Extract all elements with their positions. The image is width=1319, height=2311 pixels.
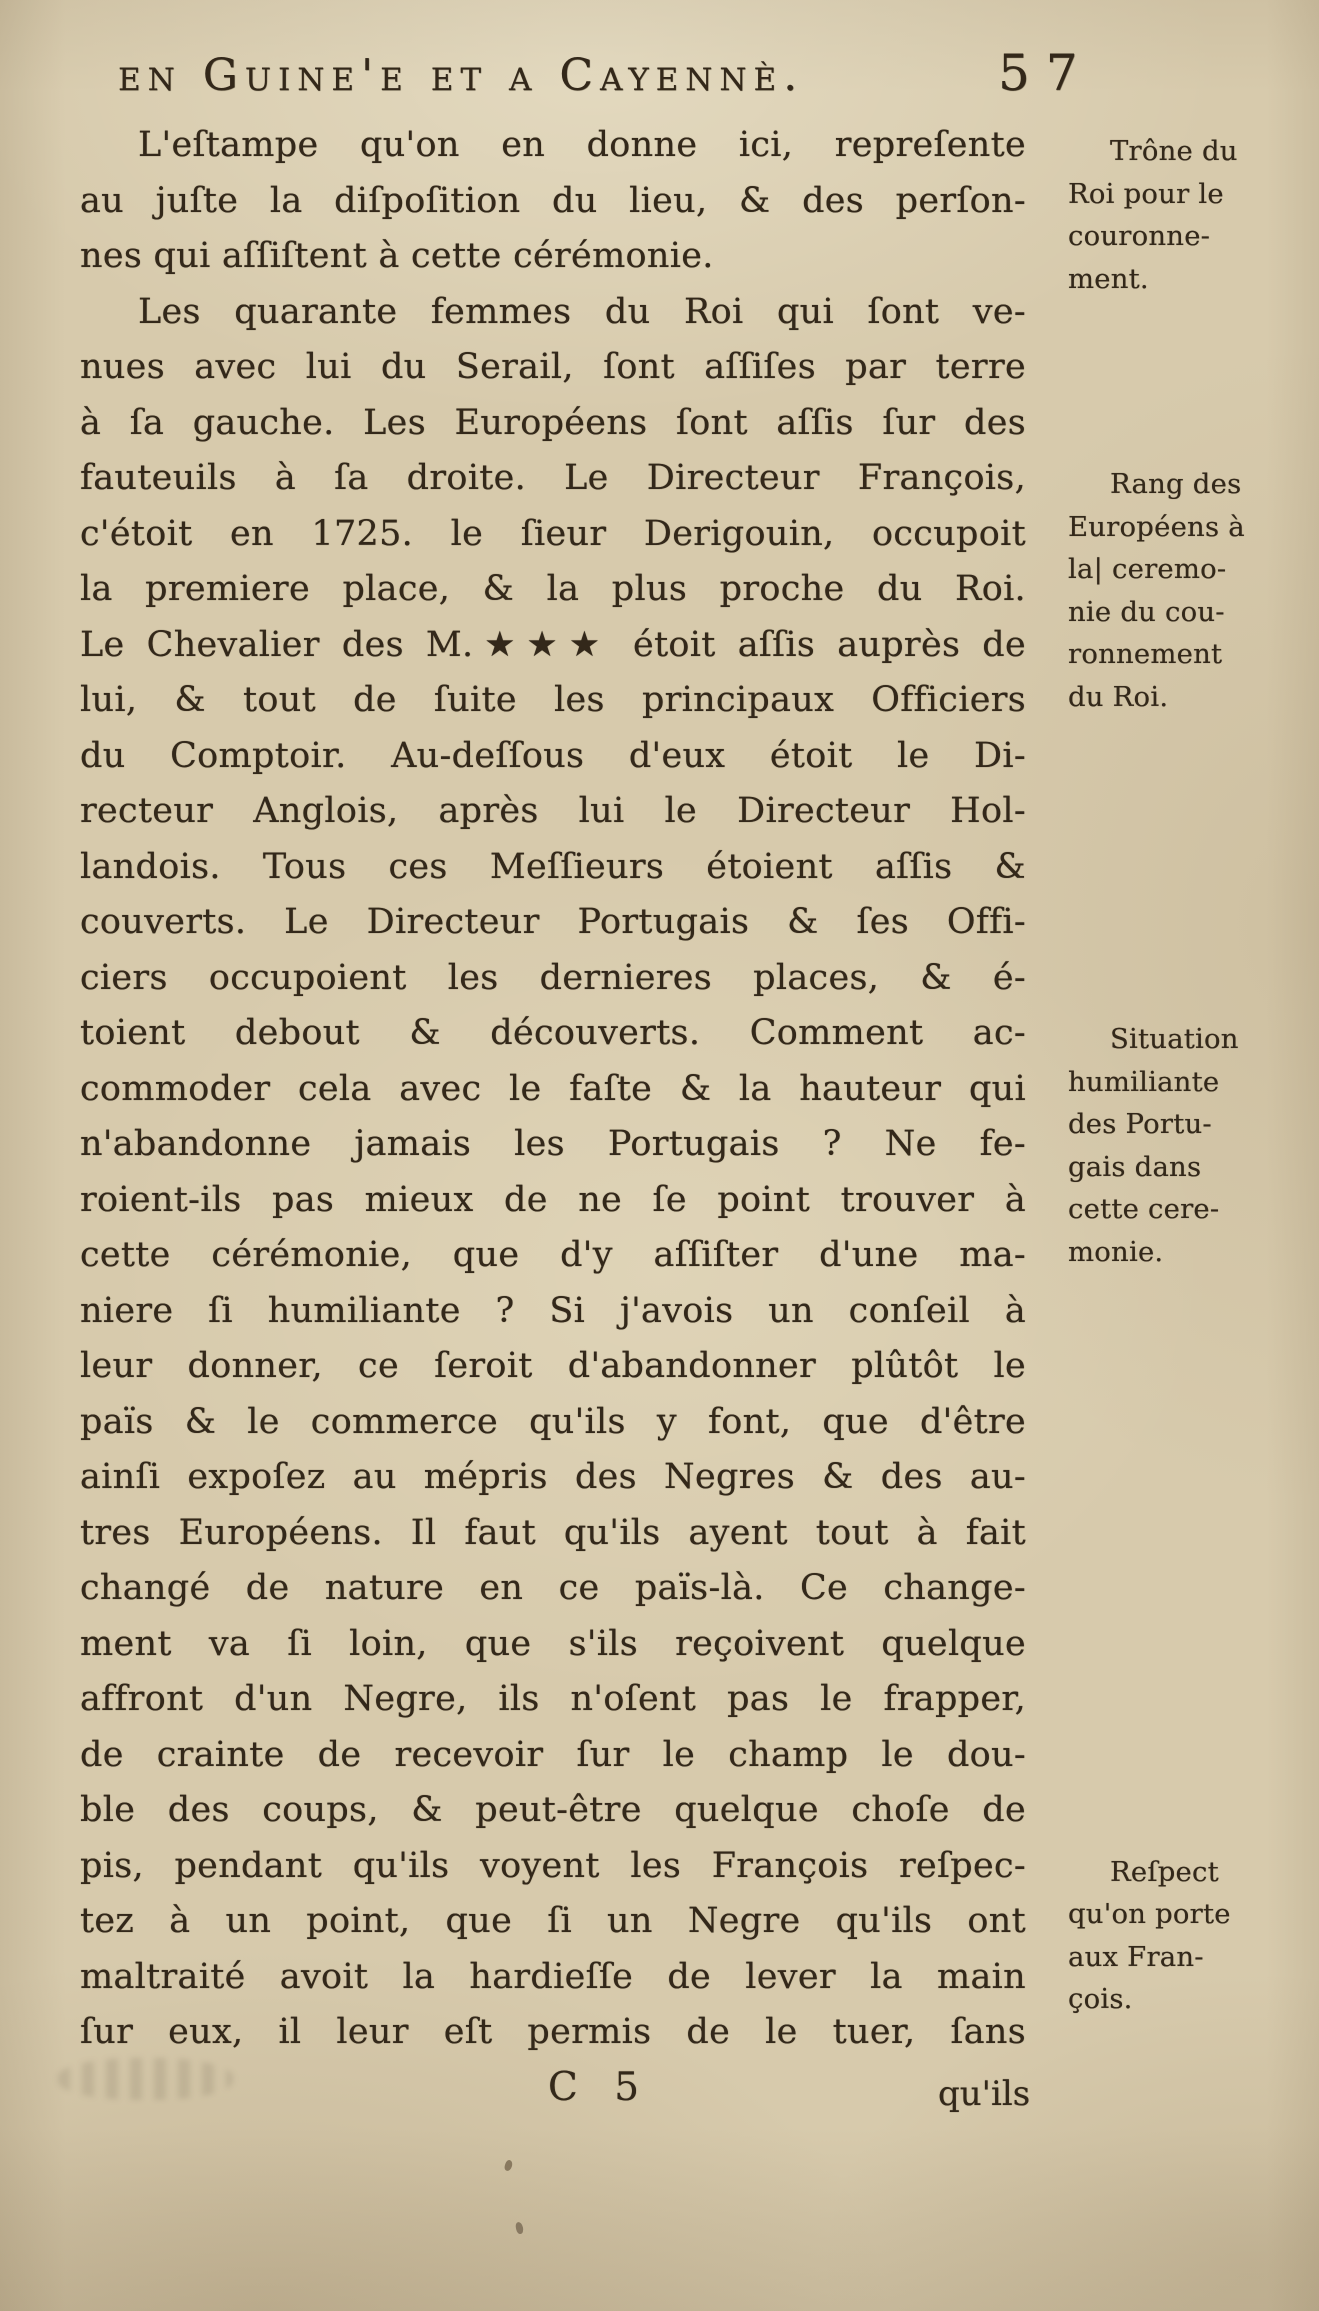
body-line: païs & le commerce qu'ils y font, que d'être [80,1401,1026,1442]
page-number: 57 [998,44,1094,102]
body-line: Les quarante femmes du Roi qui ſont ve- [138,291,1026,332]
body-line: ſur eux, il leur eſt permis de le tuer, ſans [80,2012,1026,2052]
margin-note-line: aux Fran- [1068,1940,1204,1973]
body-line: tres Européens. Il faut qu'ils ayent tout à fait [80,1512,1026,1553]
body-line: ciers occupoient les dernieres places, & é- [80,957,1026,998]
margin-note-line: cette cere- [1068,1193,1220,1225]
body-line: lui, & tout de ſuite les principaux Officiers [80,680,1026,720]
body-line: n'abandonne jamais les Portugais ? Ne fe- [80,1124,1026,1164]
body-line: toient debout & découverts. Comment ac- [80,1013,1026,1053]
margin-note-line: Roi pour le [1068,177,1224,210]
body-line: tez à un point, que ſi un Negre qu'ils ont [80,1901,1026,1941]
body-line: leur donner, ce ſeroit d'abandonner plûtôt le [80,1346,1026,1386]
body-line: du Comptoir. Au-deſſous d'eux étoit le Di- [80,735,1026,776]
body-line: la premiere place, & la plus proche du Roi. [80,569,1026,609]
body-line: couverts. Le Directeur Portugais & ſes Offi- [80,902,1026,942]
body-line: de crainte de recevoir ſur le champ le dou- [80,1734,1026,1775]
margin-note [1068,463,1312,718]
body-line: L'eſtampe qu'on en donne ici, repreſente [138,125,1026,165]
body-line: fauteuils à ſa droite. Le Directeur François, [80,458,1026,498]
body-line: c'étoit en 1725. le ſieur Derigouin, occupoit [80,513,1026,554]
margin-note [1068,1851,1312,2021]
margin-note-line: couronne- [1068,220,1211,252]
body-line: pis, pendant qu'ils voyent les François reſpec- [80,1845,1026,1886]
margin-note-line: monie. [1068,1235,1164,1268]
catchword: qu'ils [938,2074,1031,2114]
body-line: roient-ils pas mieux de ne ſe point trouver à [80,1179,1026,1220]
signature-mark: C 5 [548,2065,652,2110]
margin-note-line: Rang des [1110,468,1242,500]
margin-note-line: la| ceremo- [1068,553,1227,585]
body-line: recteur Anglois, après lui le Directeur Hol- [80,791,1026,831]
body-line: à ſa gauche. Les Européens ſont aſſis ſur des [80,402,1026,443]
margin-note-line: humiliante [1068,1065,1220,1098]
margin-note-line: ment. [1068,262,1149,295]
body-line: au juſte la diſpoſition du lieu, & des perſon- [80,180,1026,221]
margin-note-line: çois. [1068,1983,1133,2015]
body-line: ainſi expoſez au mépris des Negres & des au- [80,1457,1026,1497]
margin-note-line: gais dans [1068,1150,1202,1183]
margin-note-line: Trône du [1110,135,1238,167]
body-line: commoder cela avec le faſte & la hauteur qui [80,1068,1026,1109]
running-title: en Guine'e et a Cayennè. [118,50,805,101]
body-line: landois. Tous ces Meſſieurs étoient aſſis & [80,846,1026,887]
margin-note-line: Reſpect [1110,1855,1219,1888]
body-line: maltraité avoit la hardieſſe de lever la main [80,1956,1026,1997]
body-line: changé de nature en ce païs-là. Ce change- [80,1568,1026,1608]
margin-note-line: Européens à [1068,510,1245,543]
margin-note-line: Situation [1110,1023,1239,1055]
margin-note-line: nie du cou- [1068,595,1225,628]
body-line: nes qui aſſiſtent à cette cérémonie. [80,236,714,276]
margin-note-line: du Roi. [1068,680,1169,713]
margin-note-line: ronnement [1068,638,1223,670]
body-line: ble des coups, & peut-être quelque choſe de [80,1790,1026,1830]
body-line: cette cérémonie, que d'y aſſiſter d'une ma- [80,1235,1026,1275]
bleedthrough-ghost [58,2058,233,2100]
margin-note [1068,1018,1312,1273]
margin-note [1068,130,1312,300]
margin-note-line: des Portu- [1068,1108,1212,1140]
body-line: affront d'un Negre, ils n'oſent pas le frapper, [80,1679,1026,1719]
body-line: niere ſi humiliante ? Si j'avois un conſeil à [80,1290,1026,1331]
margin-note-line: qu'on porte [1068,1898,1231,1930]
body-line: nues avec lui du Serail, ſont aſſiſes par terre [80,347,1026,387]
body-line: ment va ſi loin, que s'ils reçoivent quelque [80,1623,1026,1664]
body-line: Le Chevalier des M.★★★ étoit aſſis auprès de [80,624,1026,665]
